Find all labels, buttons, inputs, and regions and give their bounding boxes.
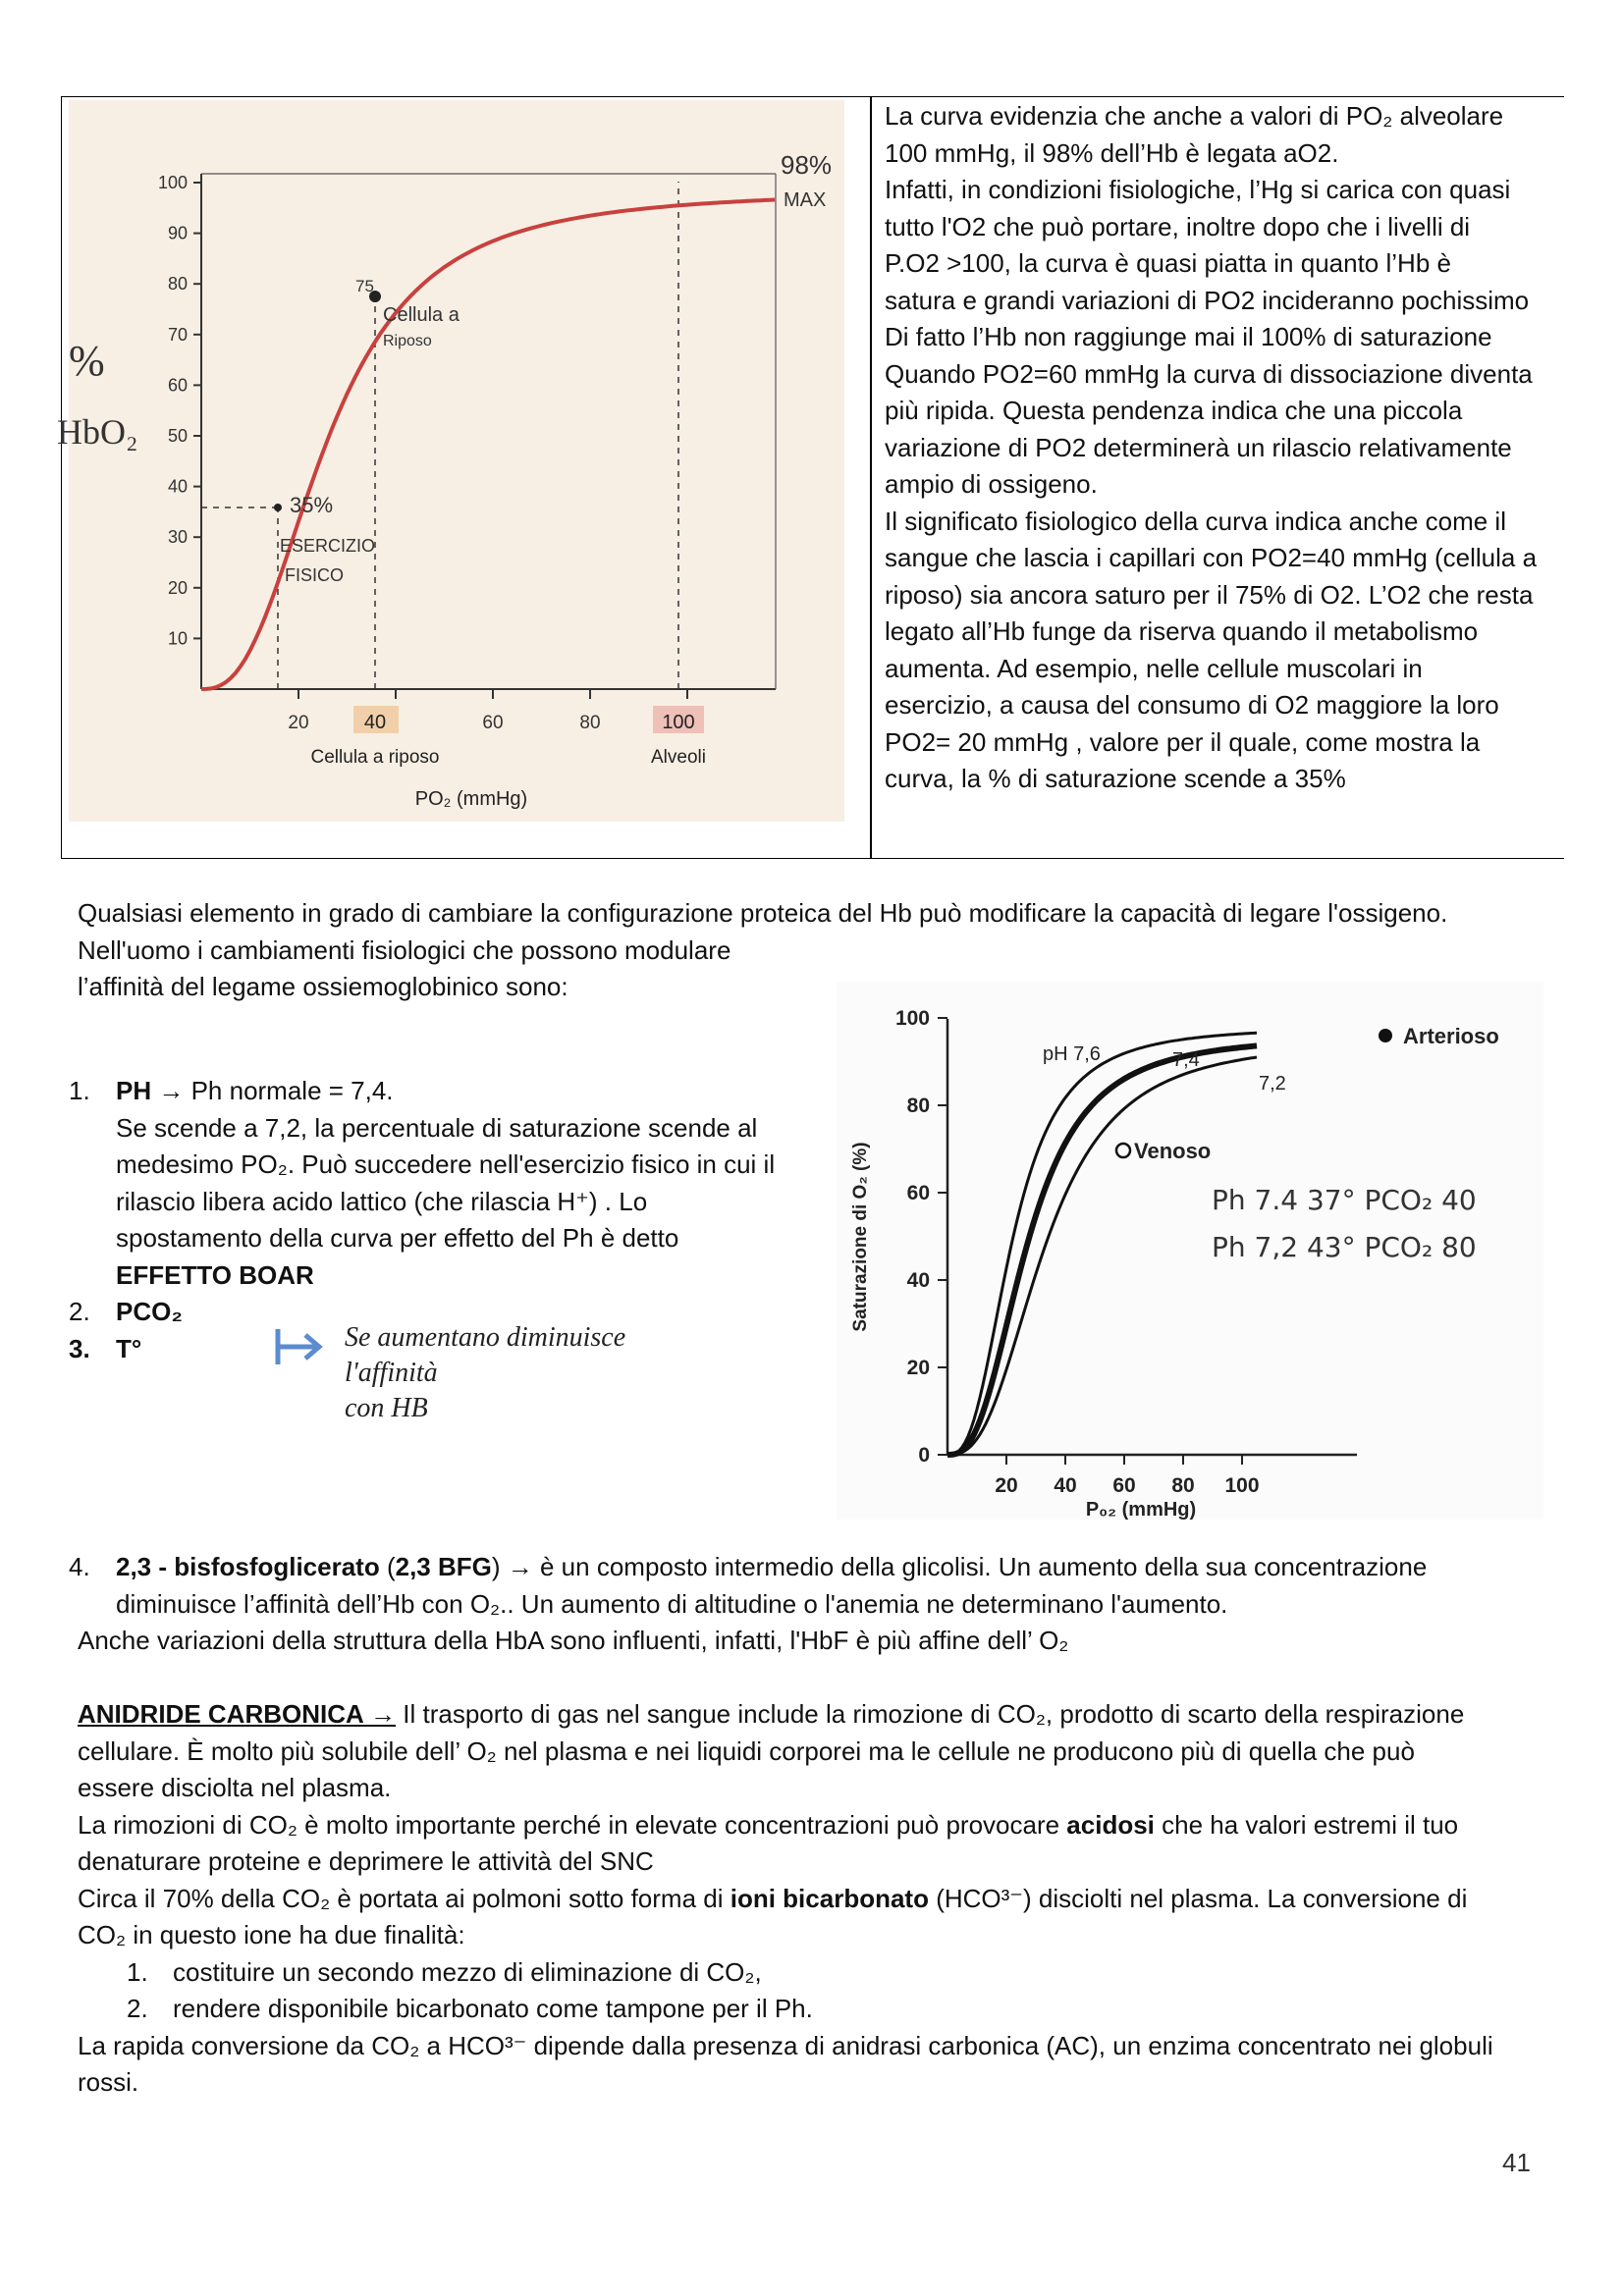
venous-dot bbox=[1116, 1144, 1130, 1157]
ann-98: 98% bbox=[781, 150, 833, 180]
desc-line: 100 mmHg, il 98% dell’Hb è legata aO2. bbox=[885, 137, 1339, 168]
x-axis-label: PO₂ (mmHg) bbox=[414, 788, 528, 810]
x-tick-label: 60 bbox=[1112, 1474, 1136, 1497]
co2-section: ANIDRIDE CARBONICA → Il trasporto di gas nel sangue include la rimozione di CO₂, prodotto di scarto della respirazione cellulare. È molto più solubile dell’ O₂ nel plasma e nei liquidi corporei ma le cellule ne producono più di quella che può essere disciolta nel plasma. La rimozioni di CO₂ è molto importante perché in elevate concentrazioni può provocare acidosi che ha valori estremi il tuo denaturare proteine e deprimere le attività del SNC Circa il 70% della CO₂ è portata ai polmoni sotto forma di ioni bicarbonato (HCO³⁻) disciolti nel plasma. La conversione di CO₂ in questo ione ha due finalità: 1. costituire un secondo mezzo di eliminazione di CO₂, 2. rendere disponibile bicarbonato come tampone per il Ph. La rapida conversione da CO₂ a HCO³⁻ dipende dalla presenza di anidrasi carbonica (AC), un enzima concentrato nei globuli rossi. bbox=[78, 1699, 1493, 2097]
x-tick-label: 100 bbox=[1224, 1474, 1260, 1497]
x-tick-label: 80 bbox=[1171, 1474, 1195, 1497]
figure2-svg bbox=[837, 982, 1543, 1520]
y-tick-label: 40 bbox=[167, 476, 188, 497]
ann-max: MAX bbox=[784, 189, 827, 211]
y-label-bottom: HbO₂ bbox=[57, 412, 138, 452]
y-tick-label: 40 bbox=[906, 1269, 930, 1292]
x-sub-right: Alveoli bbox=[651, 747, 706, 768]
desc-line: Il significato fisiologico della curva indica anche come il bbox=[885, 506, 1506, 536]
x-tick-label: 80 bbox=[579, 713, 601, 733]
desc-line: esercizio, a causa del consumo di O2 maggiore la loro bbox=[885, 690, 1499, 720]
desc-line: P.O2 >100, la curva è quasi piatta in quanto l’Hb è bbox=[885, 248, 1451, 278]
desc-line: riposo) sia ancora saturo per il 75% di O2. L’O2 che resta bbox=[885, 579, 1534, 610]
curve-ph-72 bbox=[947, 1057, 1257, 1455]
ann-rest-1: Cellula a bbox=[383, 304, 460, 326]
saturation-curve bbox=[201, 200, 775, 690]
desc-line: legato all’Hb funge da riserva quando il metabolismo bbox=[885, 616, 1479, 646]
legend-venoso: Venoso bbox=[1134, 1139, 1212, 1163]
x-tick-label: 40 bbox=[1054, 1474, 1077, 1497]
figure1-svg bbox=[57, 100, 844, 822]
desc-line: La curva evidenzia che anche a valori di PO₂ alveolare bbox=[885, 101, 1504, 131]
oxygen-dissociation-figure bbox=[57, 100, 844, 822]
legend-arterioso: Arterioso bbox=[1403, 1024, 1499, 1048]
desc-line: sangue che lascia i capillari con PO2=40 mmHg (cellula a bbox=[885, 543, 1538, 572]
handnote-1: Ph 7.4 37° PCO₂ 40 bbox=[1212, 1184, 1477, 1216]
ann-ex-1: ESERCIZIO bbox=[280, 536, 376, 556]
table-column-divider bbox=[870, 96, 872, 858]
x-sub-left: Cellula a riposo bbox=[310, 747, 440, 768]
y-tick-label: 30 bbox=[167, 527, 188, 548]
co2-heading: ANIDRIDE CARBONICA → bbox=[78, 1699, 397, 1729]
y-tick-label: 70 bbox=[167, 324, 188, 345]
desc-line: più ripida. Questa pendenza indica che una piccola bbox=[885, 396, 1463, 425]
table-description bbox=[885, 98, 1572, 798]
handnote-2: Ph 7,2 43° PCO₂ 80 bbox=[1212, 1231, 1477, 1263]
y-label-top: % bbox=[69, 337, 105, 385]
curve-ph-74 bbox=[947, 1045, 1257, 1455]
desc-line: curva, la % di saturazione scende a 35% bbox=[885, 764, 1346, 793]
intro-line: l’affinità del legame ossiemoglobinico sono: bbox=[78, 972, 568, 1001]
y-tick-label: 20 bbox=[906, 1357, 930, 1379]
arterial-dot bbox=[1379, 1029, 1392, 1042]
y-tick-label: 10 bbox=[167, 628, 188, 649]
label-ph72: 7,2 bbox=[1259, 1073, 1286, 1095]
label-ph76: pH 7,6 bbox=[1043, 1043, 1101, 1065]
x-axis-label: P₀₂ (mmHg) bbox=[1085, 1499, 1197, 1521]
desc-line: tutto l'O2 che può portare, inoltre dopo che i livelli di bbox=[885, 211, 1471, 241]
x-tick-label: 20 bbox=[288, 713, 309, 733]
x-tick-label: 20 bbox=[995, 1474, 1018, 1497]
y-tick-label: 90 bbox=[167, 223, 188, 243]
y-tick-label: 80 bbox=[167, 274, 188, 294]
desc-line: Infatti, in condizioni fisiologiche, l’Hg si carica con quasi bbox=[885, 175, 1511, 204]
document-page: 10 20 30 40 50 60 70 80 90 100 20 60 80 40 100 Cellula a riposo Alveoli PO₂ (mmHg) % HbO₂ 98% MAX 75 Cellula a Riposo 35% ESERCIZIO FISICO La curva evidenzia che anche a valori di PO₂ alveolare 100 mmHg, il 98% dell’Hb è legata aO2. Infatti, in condizioni fisiologiche, l’Hg si carica con quasi tutto l'O2 che può portare, inoltre dopo che i livelli di P.O2 >100, la curva è quasi piatta in quanto l’Hb è satura e grandi variazioni di PO2 incideranno pochissimo Di fatto l’Hb non raggiunge mai il 100% di saturazione Quando PO2=60 mmHg la curva di dissociazione diventa più ripida. Questa pendenza indica che una piccola variazione di PO2 determinerà un rilascio relativamente ampio di ossigeno. Il significato fisiologico della curva indica anche come il sangue che lascia i capillari con PO2=40 mmHg (cellula a riposo) sia ancora saturo per il 75% di O2. L’O2 che resta legato all’Hb funge da riserva quando il metabolismo aumenta. Ad esempio, nelle cellule muscolari in esercizio, a causa del consumo di O2 maggiore la loro PO2= 20 mmHg , valore per il quale, come mostra la curva, la % di saturazione scende a 35% Qualsiasi elemento in grado di cambiare la configurazione proteica del Hb può modificare la capacità di legare l'ossigeno. Nell'uomo i cambiamenti fisiologici che possono modulare l’affinità del legame ossiemoglobinico sono: 1. PH → Ph normale = 7,4. Se scende a 7,2, la percentuale di saturazione scende al medesimo PO₂. Può succedere nell'esercizio fisico in cui il rilascio libera acido lattico (che rilascia H⁺) . Lo spostamento della curva per effetto del Ph è detto EFFETTO BOAR 2. PCO₂ 3. T° Se aumentano diminuisce l'affinità con HB 0 20 40 60 80 100 20 40 60 80 100 Arterioso Venoso pH 7,6 7,4 7,2 Saturazione di O₂ (%) P₀₂ (mmHg) Ph 7.4 37° PCO₂ 40 Ph 7,2 43° PCO₂ 80 4. 2,3 - bisfosfoglicerato (2,3 BFG) → è un composto intermedio della glicolisi. Un aumento della sua concentrazione diminuisce l’affinità dell’Hb con O₂.. Un aumento di altitudine o l'anemia ne determinano l'aumento. Anche variazioni della struttura della HbA sono influenti, infatti, l'HbF è più affine dell’ O₂ ANIDRIDE CARBONICA → Il trasporto di gas nel sangue include la rimozione di CO₂, prodotto di scarto della respirazione cellulare. È molto più solubile dell’ O₂ nel plasma e nei liquidi corporei ma le cellule ne producono più di quella che può essere disciolta nel plasma. La rimozioni di CO₂ è molto importante perché in elevate concentrazioni può provocare acidosi che ha valori estremi il tuo denaturare proteine e deprimere le attività del SNC Circa il 70% della CO₂ è portata ai polmoni sotto forma di ioni bicarbonato (HCO³⁻) disciolti nel plasma. La conversione di CO₂ in questo ione ha due finalità: 1. costituire un secondo mezzo di eliminazione di CO₂, 2. rendere disponibile bicarbonato come tampone per il Ph. La rapida conversione da CO₂ a HCO³⁻ dipende dalla presenza di anidrasi carbonica (AC), un enzima concentrato nei globuli rossi. 41 bbox=[0, 0, 1623, 2296]
desc-line: satura e grandi variazioni di PO2 incideranno pochissimo bbox=[885, 285, 1530, 315]
label-ph74: 7,4 bbox=[1172, 1049, 1200, 1071]
blue-arrow-icon bbox=[270, 1325, 329, 1368]
y-tick-label: 80 bbox=[906, 1095, 930, 1117]
ann-rest-2: Riposo bbox=[383, 333, 432, 349]
desc-line: ampio di ossigeno. bbox=[885, 469, 1098, 499]
intro-line: Nell'uomo i cambiamenti fisiologici che possono modulare bbox=[78, 934, 731, 965]
exercise-point bbox=[274, 504, 282, 511]
desc-line: PO2= 20 mmHg , valore per il quale, come mostra la bbox=[885, 726, 1481, 757]
y-tick-label: 0 bbox=[918, 1444, 930, 1467]
desc-line: variazione di PO2 determinerà un rilascio relativamente bbox=[885, 432, 1512, 462]
y-tick-label: 60 bbox=[167, 375, 188, 396]
y-axis-label: Saturazione di O₂ (%) bbox=[850, 1142, 871, 1332]
x-tick-label: 60 bbox=[482, 713, 504, 733]
y-tick-label: 20 bbox=[167, 577, 188, 598]
y-tick-label: 50 bbox=[167, 426, 188, 446]
ph-curves-figure bbox=[837, 982, 1543, 1520]
y-tick-label: 100 bbox=[894, 1007, 930, 1030]
intro-line: Qualsiasi elemento in grado di cambiare la configurazione proteica del Hb può modificare la capacità di legare l'ossigeno. bbox=[78, 898, 1448, 928]
x-tick-40: 40 bbox=[363, 712, 387, 733]
ann-75: 75 bbox=[355, 277, 374, 295]
desc-line: aumenta. Ad esempio, nelle cellule muscolari in bbox=[885, 653, 1423, 683]
desc-line: Quando PO2=60 mmHg la curva di dissociazione diventa bbox=[885, 358, 1533, 389]
ann-35: 35% bbox=[290, 493, 334, 517]
y-tick-label: 100 bbox=[157, 173, 188, 192]
page-number: 41 bbox=[1502, 2148, 1531, 2177]
handnote: Se aumentano diminuisce l'affinità con HB bbox=[345, 1322, 626, 1423]
desc-line: Di fatto l’Hb non raggiunge mai il 100% di saturazione bbox=[885, 322, 1492, 351]
ann-ex-2: FISICO bbox=[285, 565, 345, 585]
x-tick-100: 100 bbox=[662, 712, 695, 733]
y-tick-label: 60 bbox=[906, 1182, 930, 1204]
